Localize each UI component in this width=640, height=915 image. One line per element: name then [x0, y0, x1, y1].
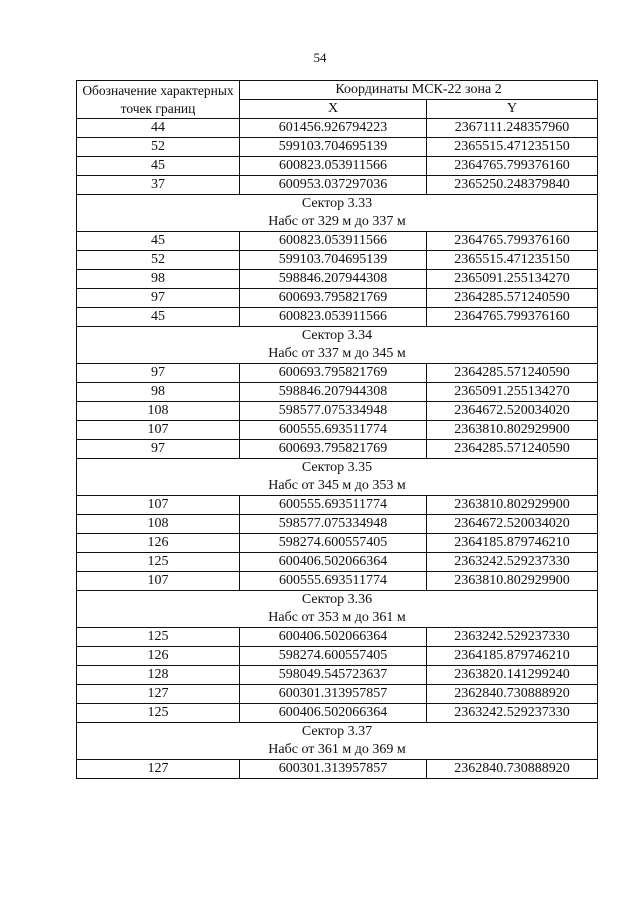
table-row: [77, 685, 598, 704]
x-coordinate-cell: 598274.600557405: [240, 647, 427, 666]
sector-elevation: Набс от 337 м до 345 м: [77, 345, 598, 364]
y-coordinate-cell: 2363820.141299240: [427, 666, 598, 685]
sector-title: Сектор 3.36: [77, 591, 598, 610]
point-id-cell: 128: [77, 666, 240, 685]
x-coordinate-cell: 600555.693511774: [240, 421, 427, 440]
x-coordinate-cell: 600823.053911566: [240, 157, 427, 176]
x-coordinate-cell: 599103.704695139: [240, 251, 427, 270]
table-row: [77, 704, 598, 723]
y-coordinate-cell: 2363810.802929900: [427, 421, 598, 440]
point-id-cell: 45: [77, 308, 240, 327]
point-id-cell: 98: [77, 270, 240, 289]
y-coordinate-cell: 2364765.799376160: [427, 157, 598, 176]
sector-elevation-row: [77, 609, 598, 628]
table-body: [77, 119, 598, 779]
y-coordinate-cell: 2362840.730888920: [427, 760, 598, 779]
table-row: [77, 289, 598, 308]
point-id-cell: 125: [77, 553, 240, 572]
x-coordinate-cell: 600406.502066364: [240, 553, 427, 572]
x-column-header: X: [240, 100, 427, 119]
sector-title: Сектор 3.35: [77, 459, 598, 478]
table-row: [77, 157, 598, 176]
point-id-cell: 126: [77, 534, 240, 553]
x-coordinate-cell: 600406.502066364: [240, 628, 427, 647]
sector-elevation-row: [77, 741, 598, 760]
table-row: [77, 270, 598, 289]
y-column-header: Y: [427, 100, 598, 119]
point-id-cell: 108: [77, 402, 240, 421]
point-id-cell: 125: [77, 628, 240, 647]
point-id-cell: 97: [77, 289, 240, 308]
y-coordinate-cell: 2363810.802929900: [427, 496, 598, 515]
x-coordinate-cell: 598846.207944308: [240, 270, 427, 289]
point-column-header: Обозначение характерных точек границ: [77, 81, 240, 119]
table-row: [77, 647, 598, 666]
sector-elevation: Набс от 345 м до 353 м: [77, 477, 598, 496]
point-id-cell: 98: [77, 383, 240, 402]
y-coordinate-cell: 2363242.529237330: [427, 553, 598, 572]
table-row: [77, 383, 598, 402]
point-id-cell: 45: [77, 157, 240, 176]
y-coordinate-cell: 2364672.520034020: [427, 402, 598, 421]
x-coordinate-cell: 600693.795821769: [240, 364, 427, 383]
point-id-cell: 108: [77, 515, 240, 534]
point-id-cell: 127: [77, 760, 240, 779]
point-id-cell: 52: [77, 251, 240, 270]
table-row: [77, 572, 598, 591]
table-row: [77, 364, 598, 383]
table-row: [77, 421, 598, 440]
coordinates-table: [76, 80, 598, 779]
y-coordinate-cell: 2364285.571240590: [427, 440, 598, 459]
table-row: [77, 232, 598, 251]
y-coordinate-cell: 2365091.255134270: [427, 270, 598, 289]
y-coordinate-cell: 2365091.255134270: [427, 383, 598, 402]
sector-elevation: Набс от 361 м до 369 м: [77, 741, 598, 760]
table-row: [77, 251, 598, 270]
point-id-cell: 107: [77, 421, 240, 440]
table-row: [77, 760, 598, 779]
table-row: [77, 534, 598, 553]
y-coordinate-cell: 2364765.799376160: [427, 308, 598, 327]
table-row: [77, 496, 598, 515]
y-coordinate-cell: 2364672.520034020: [427, 515, 598, 534]
point-id-cell: 125: [77, 704, 240, 723]
sector-elevation: Набс от 329 м до 337 м: [77, 213, 598, 232]
sector-title: Сектор 3.37: [77, 723, 598, 742]
point-id-cell: 107: [77, 496, 240, 515]
sector-title-row: [77, 327, 598, 346]
x-coordinate-cell: 600693.795821769: [240, 289, 427, 308]
y-coordinate-cell: 2363242.529237330: [427, 704, 598, 723]
x-coordinate-cell: 600406.502066364: [240, 704, 427, 723]
sector-title: Сектор 3.34: [77, 327, 598, 346]
table-row: [77, 138, 598, 157]
x-coordinate-cell: 600823.053911566: [240, 232, 427, 251]
point-id-cell: 52: [77, 138, 240, 157]
x-coordinate-cell: 600693.795821769: [240, 440, 427, 459]
sector-elevation: Набс от 353 м до 361 м: [77, 609, 598, 628]
y-coordinate-cell: 2363810.802929900: [427, 572, 598, 591]
x-coordinate-cell: 600555.693511774: [240, 572, 427, 591]
y-coordinate-cell: 2363242.529237330: [427, 628, 598, 647]
y-coordinate-cell: 2364765.799376160: [427, 232, 598, 251]
table-row: [77, 666, 598, 685]
y-coordinate-cell: 2364185.879746210: [427, 647, 598, 666]
x-coordinate-cell: 600953.037297036: [240, 176, 427, 195]
sector-elevation-row: [77, 213, 598, 232]
x-coordinate-cell: 598274.600557405: [240, 534, 427, 553]
x-coordinate-cell: 599103.704695139: [240, 138, 427, 157]
x-coordinate-cell: 600301.313957857: [240, 760, 427, 779]
sector-title-row: [77, 591, 598, 610]
sector-title-row: [77, 723, 598, 742]
x-coordinate-cell: 600301.313957857: [240, 685, 427, 704]
x-coordinate-cell: 601456.926794223: [240, 119, 427, 138]
point-id-cell: 107: [77, 572, 240, 591]
y-coordinate-cell: 2364285.571240590: [427, 364, 598, 383]
y-coordinate-cell: 2362840.730888920: [427, 685, 598, 704]
page-number: 54: [313, 50, 327, 65]
x-coordinate-cell: 600555.693511774: [240, 496, 427, 515]
coordinate-system-header: Координаты МСК-22 зона 2: [240, 81, 598, 100]
y-coordinate-cell: 2365515.471235150: [427, 251, 598, 270]
table-row: [77, 402, 598, 421]
y-coordinate-cell: 2364185.879746210: [427, 534, 598, 553]
x-coordinate-cell: 600823.053911566: [240, 308, 427, 327]
table-row: [77, 553, 598, 572]
point-id-cell: 37: [77, 176, 240, 195]
table-row: [77, 176, 598, 195]
point-id-cell: 44: [77, 119, 240, 138]
y-coordinate-cell: 2365250.248379840: [427, 176, 598, 195]
point-id-cell: 45: [77, 232, 240, 251]
table-row: [77, 440, 598, 459]
sector-title-row: [77, 459, 598, 478]
point-id-cell: 97: [77, 364, 240, 383]
point-id-cell: 127: [77, 685, 240, 704]
x-coordinate-cell: 598577.075334948: [240, 402, 427, 421]
table-row: [77, 308, 598, 327]
table-row: [77, 515, 598, 534]
y-coordinate-cell: 2365515.471235150: [427, 138, 598, 157]
point-id-cell: 126: [77, 647, 240, 666]
table-row: [77, 119, 598, 138]
y-coordinate-cell: 2364285.571240590: [427, 289, 598, 308]
sector-elevation-row: [77, 345, 598, 364]
x-coordinate-cell: 598049.545723637: [240, 666, 427, 685]
sector-title: Сектор 3.33: [77, 195, 598, 214]
table-row: [77, 628, 598, 647]
sector-elevation-row: [77, 477, 598, 496]
point-id-cell: 97: [77, 440, 240, 459]
x-coordinate-cell: 598846.207944308: [240, 383, 427, 402]
sector-title-row: [77, 195, 598, 214]
x-coordinate-cell: 598577.075334948: [240, 515, 427, 534]
y-coordinate-cell: 2367111.248357960: [427, 119, 598, 138]
